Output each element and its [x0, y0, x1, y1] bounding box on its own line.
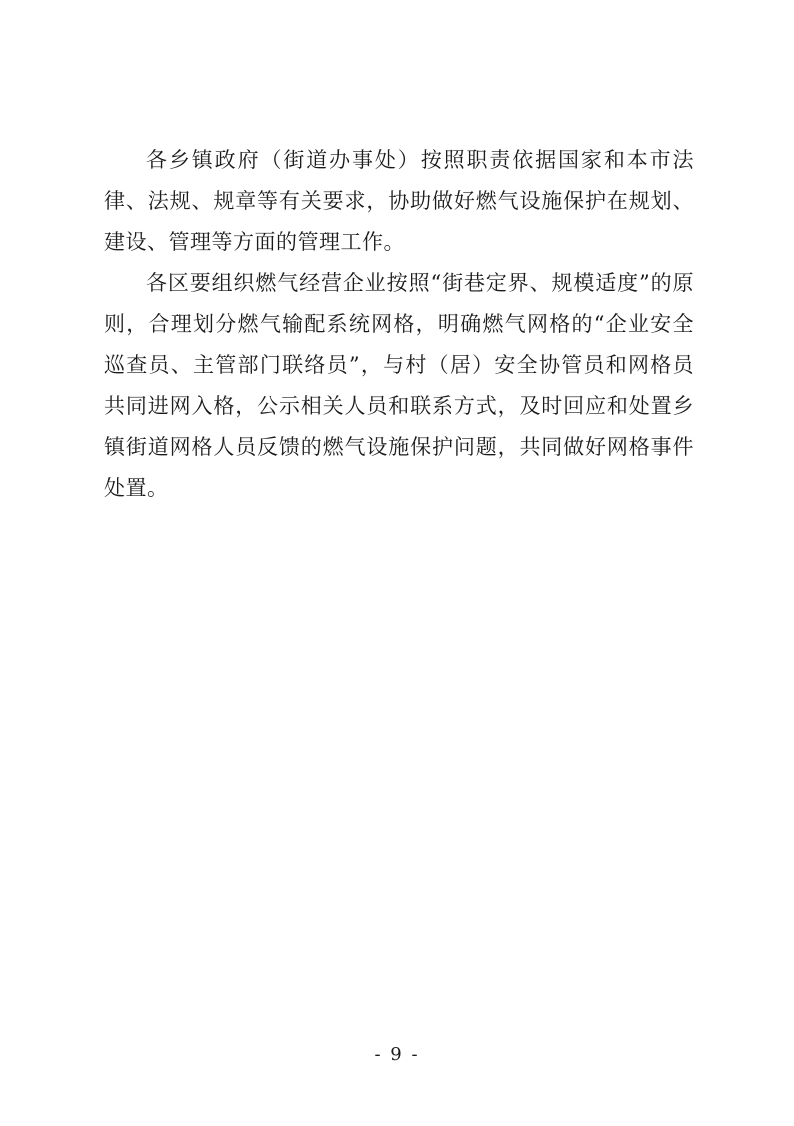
document-body — [104, 140, 694, 509]
paragraph-township-duties: 各乡镇政府（街道办事处）按照职责依据国家和本市法律、法规、规章等有关要求，协助做好燃气设施保护在规划、建设、管理等方面的管理工作。 — [104, 148, 694, 254]
paragraph-grid-management: 各区要组织燃气经营企业按照“街巷定界、规模适度”的原则，合理划分燃气输配系统网格，明确燃气网格的“企业安全巡查员、主管部门联络员”，与村（居）安全协管员和网格员共同进网入格，公示相关人员和联系方式，及时回应和处置乡镇街道网格人员反馈的燃气设施保护问题，共同做好网格事件处置。 — [104, 271, 694, 500]
page-number: - 9 - — [374, 1044, 420, 1065]
